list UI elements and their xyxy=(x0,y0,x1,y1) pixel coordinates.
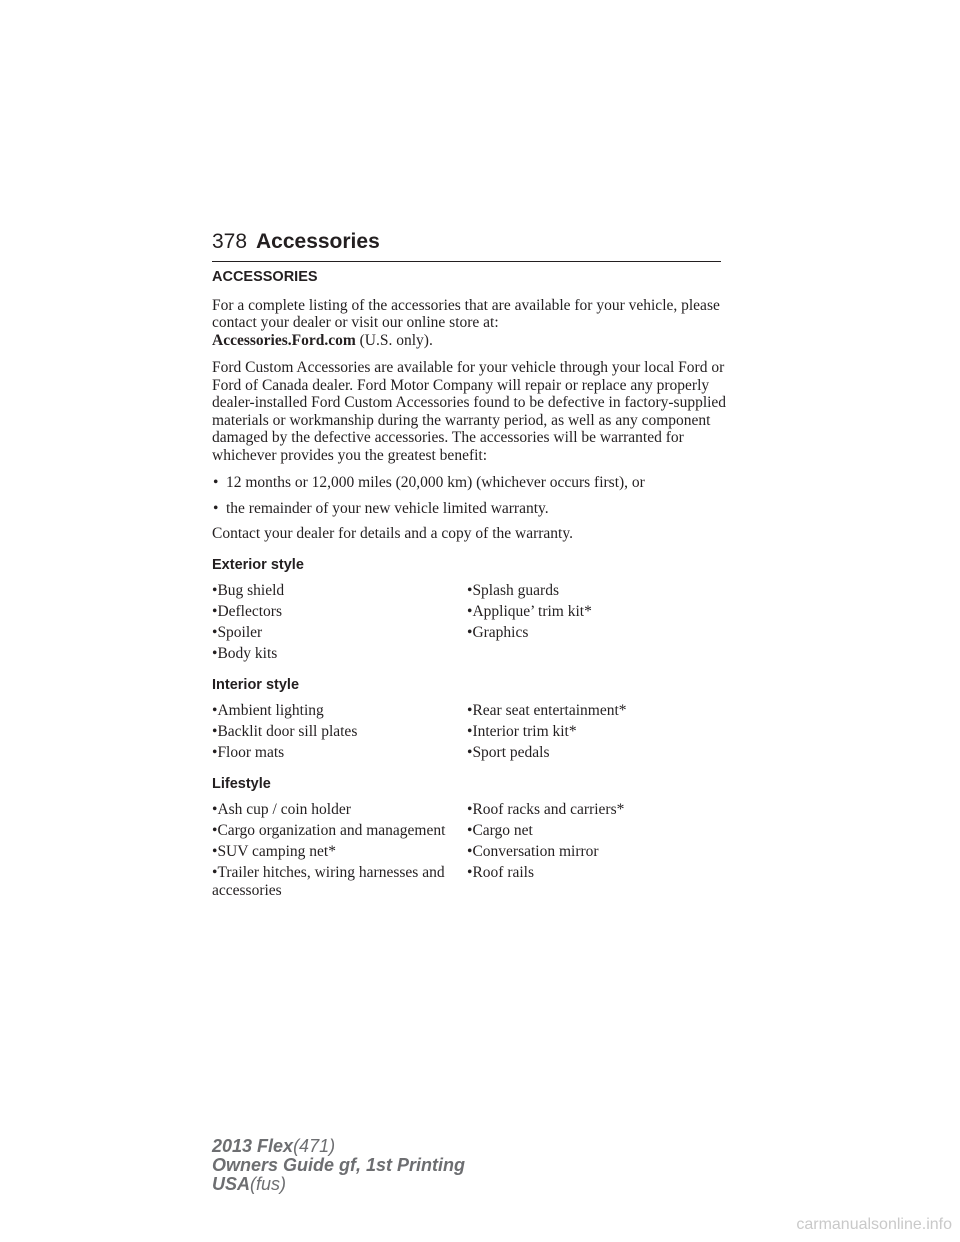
list-item xyxy=(212,801,467,819)
list-item xyxy=(212,645,467,663)
bullet-icon: • xyxy=(467,603,473,620)
list-item xyxy=(467,603,722,621)
warranty-paragraph: Ford Custom Accessories are available for your vehicle through your local Ford or Ford of Canada dealer. Ford Motor Company will repair or replace any properly dealer-installed Ford Custom Accessories found to be defective in factory-supplied materials or workmanship during the warranty period, as well as any component damaged by the defective accessories. The accessories will be warranted for whichever provides you the greatest benefit: xyxy=(212,359,727,464)
bullet-icon: • xyxy=(467,582,473,599)
list-item xyxy=(467,864,722,899)
empty-cell xyxy=(467,645,722,663)
list-item xyxy=(467,801,722,819)
list-item-label: Splash guards xyxy=(472,582,559,599)
page-header xyxy=(212,228,721,262)
list-item xyxy=(467,624,722,642)
list-item xyxy=(212,624,467,642)
contact-paragraph: Contact your dealer for details and a copy of the warranty. xyxy=(212,525,573,542)
bullet-icon: • xyxy=(212,624,218,641)
list-item xyxy=(212,582,467,600)
bullet-icon: • xyxy=(467,744,473,761)
list-item-label: Floor mats xyxy=(217,744,285,761)
list-item-label: Interior trim kit* xyxy=(472,723,577,740)
interior-style-list xyxy=(212,702,732,762)
list-item-label: SUV camping net* xyxy=(217,843,336,860)
accessories-heading: ACCESSORIES xyxy=(212,269,318,285)
list-item xyxy=(212,864,467,899)
list-item xyxy=(467,822,722,840)
list-item: • the remainder of your new vehicle limited warranty. xyxy=(213,499,549,517)
list-item xyxy=(467,702,722,720)
interior-style-heading: Interior style xyxy=(212,676,300,693)
footer-guide: Owners Guide gf, 1st Printing xyxy=(212,1155,466,1175)
bullet-icon: • xyxy=(467,624,473,641)
intro-text: For a complete listing of the accessories that are available for your vehicle, please contact your dealer or visit our online store at: xyxy=(212,296,720,331)
list-item-label: Backlit door sill plates xyxy=(217,723,358,740)
intro-paragraph xyxy=(212,297,732,350)
bullet-icon: • xyxy=(467,801,473,818)
list-item-label: Deflectors xyxy=(217,603,282,620)
list-item-label: Rear seat entertainment* xyxy=(472,702,627,719)
bullet-icon: • xyxy=(467,822,473,839)
bullet-icon: • xyxy=(212,603,218,620)
list-item-label: Bug shield xyxy=(217,582,285,599)
list-item xyxy=(467,723,722,741)
bullet-icon: • xyxy=(213,474,219,491)
bullet-icon: • xyxy=(467,702,473,719)
list-item-label: Cargo organization and management xyxy=(217,822,446,839)
warranty-bullets xyxy=(212,474,732,517)
list-item-label: Trailer hitches, wiring harnesses and accessories xyxy=(212,864,445,899)
list-item-label: Sport pedals xyxy=(472,744,550,761)
bullet-icon: • xyxy=(212,645,218,662)
list-item-label: Graphics xyxy=(472,624,529,641)
page-number: 378 xyxy=(212,230,248,253)
watermark: carmanualsonline.info xyxy=(796,1216,952,1233)
bullet-icon: • xyxy=(212,843,218,860)
list-item-label: Ambient lighting xyxy=(217,702,324,719)
list-item xyxy=(467,843,722,861)
print-footer xyxy=(212,1137,465,1194)
list-item-label: Ash cup / coin holder xyxy=(217,801,351,818)
list-item-label: Roof rails xyxy=(472,864,534,881)
list-item-label: Roof racks and carriers* xyxy=(472,801,625,818)
intro-suffix: (U.S. only). xyxy=(359,331,433,349)
lifestyle-list xyxy=(212,801,732,899)
exterior-style-list xyxy=(212,582,732,663)
bullet-icon: • xyxy=(212,864,218,881)
footer-region-code: (fus) xyxy=(250,1174,287,1194)
list-item: • 12 months or 12,000 miles (20,000 km) (whichever occurs first), or xyxy=(213,474,645,491)
bullet-icon: • xyxy=(212,744,218,761)
bullet-icon: • xyxy=(212,582,218,599)
footer-region: USA xyxy=(212,1174,251,1194)
list-item-label: Applique’ trim kit* xyxy=(472,603,592,620)
list-item-label: Conversation mirror xyxy=(472,843,599,860)
bullet-icon: • xyxy=(467,843,473,860)
bullet-icon: • xyxy=(212,723,218,740)
bullet-icon: • xyxy=(212,822,218,839)
bullet-icon: • xyxy=(213,499,219,517)
list-item xyxy=(212,744,467,762)
list-item xyxy=(212,822,467,840)
bullet-icon: • xyxy=(467,723,473,740)
exterior-style-heading: Exterior style xyxy=(212,556,304,573)
list-item-label: Body kits xyxy=(217,645,278,662)
accessories-url: Accessories.Ford.com xyxy=(212,331,356,349)
footer-model-code: (471) xyxy=(293,1136,336,1156)
list-item xyxy=(212,702,467,720)
footer-model: 2013 Flex xyxy=(212,1136,294,1156)
bullet-icon: • xyxy=(212,801,218,818)
list-item-label: Cargo net xyxy=(472,822,533,839)
list-item xyxy=(212,603,467,621)
list-item xyxy=(212,723,467,741)
lifestyle-heading: Lifestyle xyxy=(212,775,271,792)
bullet-icon: • xyxy=(467,864,473,881)
list-item xyxy=(467,744,722,762)
list-item-label: Spoiler xyxy=(217,624,263,641)
section-title: Accessories xyxy=(256,230,380,253)
list-item xyxy=(467,582,722,600)
list-item xyxy=(212,843,467,861)
page-content xyxy=(212,269,732,903)
bullet-icon: • xyxy=(212,702,218,719)
